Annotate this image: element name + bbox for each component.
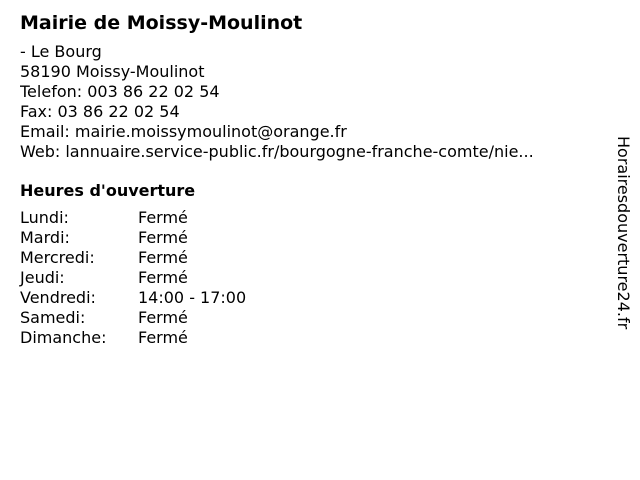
day-hours: Fermé [138, 208, 188, 227]
address-block [20, 42, 600, 162]
day-label: Dimanche: [20, 328, 107, 347]
hours-row-wednesday [20, 248, 600, 268]
street-line: - Le Bourg [20, 42, 102, 61]
day-hours: Fermé [138, 268, 188, 287]
day-hours: Fermé [138, 328, 188, 347]
hours-row-saturday [20, 308, 600, 328]
opening-hours-list [20, 208, 600, 348]
day-label: Jeudi: [20, 268, 65, 287]
page-title: Mairie de Moissy-Moulinot [20, 12, 303, 34]
web-line: Web: lannuaire.service-public.fr/bourgogne-franche-comte/nie... [20, 142, 534, 161]
fax-line: Fax: 03 86 22 02 54 [20, 102, 180, 121]
hours-row-sunday [20, 328, 600, 348]
day-label: Vendredi: [20, 288, 96, 307]
hours-row-tuesday [20, 228, 600, 248]
city-line: 58190 Moissy-Moulinot [20, 62, 205, 81]
day-label: Mercredi: [20, 248, 95, 267]
site-watermark: Horairesdouverture24.fr [614, 136, 633, 330]
day-hours: Fermé [138, 228, 188, 247]
day-hours: Fermé [138, 308, 188, 327]
email-line: Email: mairie.moissymoulinot@orange.fr [20, 122, 347, 141]
day-label: Mardi: [20, 228, 70, 247]
hours-row-thursday [20, 268, 600, 288]
contact-card [20, 10, 600, 348]
opening-hours-title: Heures d'ouverture [20, 181, 196, 200]
hours-row-friday [20, 288, 600, 308]
hours-row-monday [20, 208, 600, 228]
day-label: Lundi: [20, 208, 69, 227]
phone-line: Telefon: 003 86 22 02 54 [20, 82, 220, 101]
day-label: Samedi: [20, 308, 86, 327]
day-hours: 14:00 - 17:00 [138, 288, 247, 307]
day-hours: Fermé [138, 248, 188, 267]
